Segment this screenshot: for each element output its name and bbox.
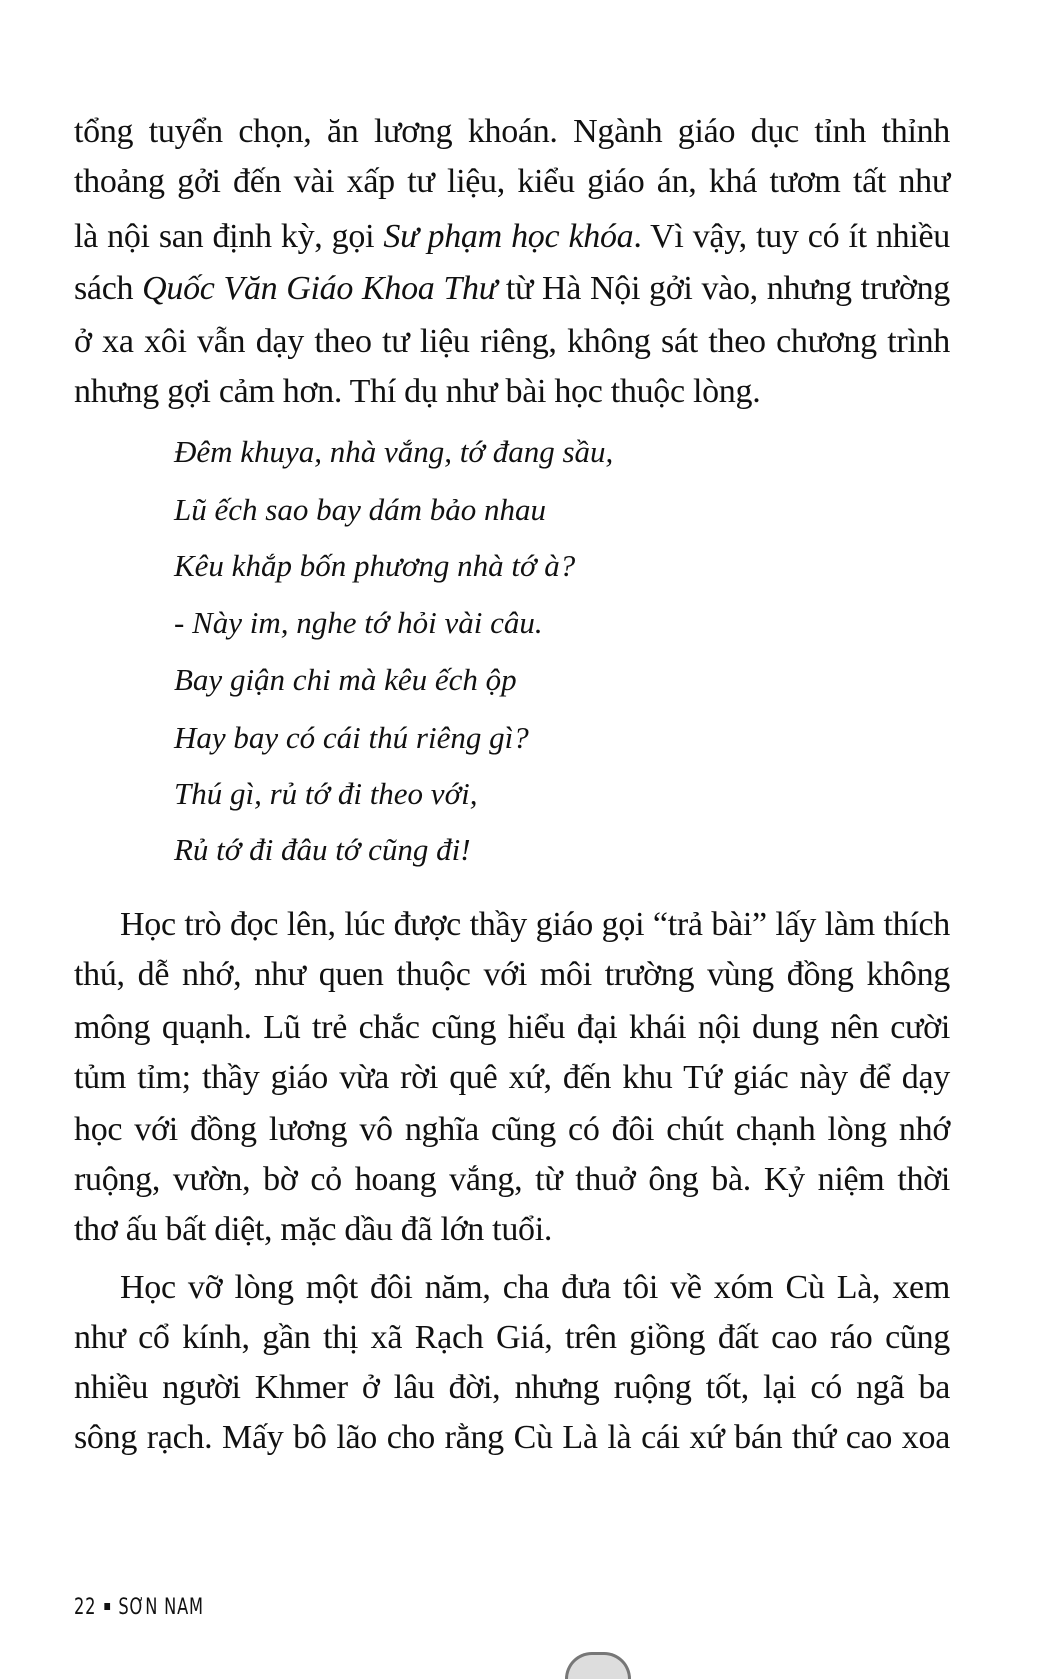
text-run: là nội san định kỳ, gọi [74, 218, 384, 255]
book-title-italic: Quốc Văn Giáo Khoa Thư [142, 270, 497, 307]
body-text-line: nhiều người Khmer ở lâu đời, nhưng ruộng tốt, lại có ngã ba [74, 1369, 950, 1406]
body-text-line: ruộng, vườn, bờ cỏ hoang vắng, từ thuở ông bà. Kỷ niệm thời [74, 1161, 950, 1198]
body-text-line: thú, dễ nhớ, như quen thuộc với môi trường vùng đồng không [74, 956, 950, 993]
body-text-line: tủm tỉm; thầy giáo vừa rời quê xứ, đến khu Tứ giác này để dạy [74, 1059, 950, 1096]
body-text-line: ở xa xôi vẫn dạy theo tư liệu riêng, không sát theo chương trình [74, 323, 950, 360]
body-text-line: tổng tuyển chọn, ăn lương khoán. Ngành giáo dục tỉnh thỉnh [74, 113, 950, 150]
book-title-italic: Sư phạm học khóa [383, 218, 634, 255]
bullet-separator-icon [104, 1603, 110, 1610]
page-number: 22 [74, 1595, 97, 1620]
poem-line: Hay bay có cái thú riêng gì? [174, 720, 529, 755]
text-run: . Vì vậy, tuy có ít nhiều [633, 218, 950, 255]
body-text-line [74, 217, 950, 257]
author-name: SƠN NAM [118, 1595, 204, 1620]
body-text-line: mông quạnh. Lũ trẻ chắc cũng hiểu đại khái nội dung nên cười [74, 1009, 950, 1046]
body-text-line: học với đồng lương vô nghĩa cũng có đôi chút chạnh lòng nhớ [74, 1111, 950, 1148]
body-text-line [74, 269, 950, 309]
text-run: sách [74, 270, 143, 307]
poem-line: Lũ ếch sao bay dám bảo nhau [174, 492, 546, 527]
poem-line: Bay giận chi mà kêu ếch ộp [174, 662, 517, 697]
body-text-line: như cổ kính, gần thị xã Rạch Giá, trên giồng đất cao ráo cũng [74, 1319, 950, 1356]
scan-artifact [565, 1652, 631, 1679]
poem-line: Kêu khắp bốn phương nhà tớ à? [174, 548, 576, 583]
body-text-line: thoảng gởi đến vài xấp tư liệu, kiểu giáo án, khá tươm tất như [74, 163, 950, 200]
body-text-line: Học trò đọc lên, lúc được thầy giáo gọi “trả bài” lấy làm thích [120, 906, 950, 943]
body-text-line: nhưng gợi cảm hơn. Thí dụ như bài học thuộc lòng. [74, 373, 761, 410]
poem-line: - Này im, nghe tớ hỏi vài câu. [174, 605, 543, 640]
page-footer [74, 1594, 204, 1622]
text-run: từ Hà Nội gởi vào, nhưng trường [496, 270, 950, 307]
poem-line: Đêm khuya, nhà vắng, tớ đang sầu, [174, 434, 614, 469]
poem-line: Thú gì, rủ tớ đi theo với, [174, 776, 478, 811]
body-text-line: Học vỡ lòng một đôi năm, cha đưa tôi về xóm Cù Là, xem [120, 1269, 950, 1306]
body-text-line: sông rạch. Mấy bô lão cho rằng Cù Là là cái xứ bán thứ cao xoa [74, 1419, 950, 1456]
body-text-line: thơ ấu bất diệt, mặc dầu đã lớn tuổi. [74, 1211, 553, 1248]
poem-line: Rủ tớ đi đâu tớ cũng đi! [174, 832, 471, 867]
